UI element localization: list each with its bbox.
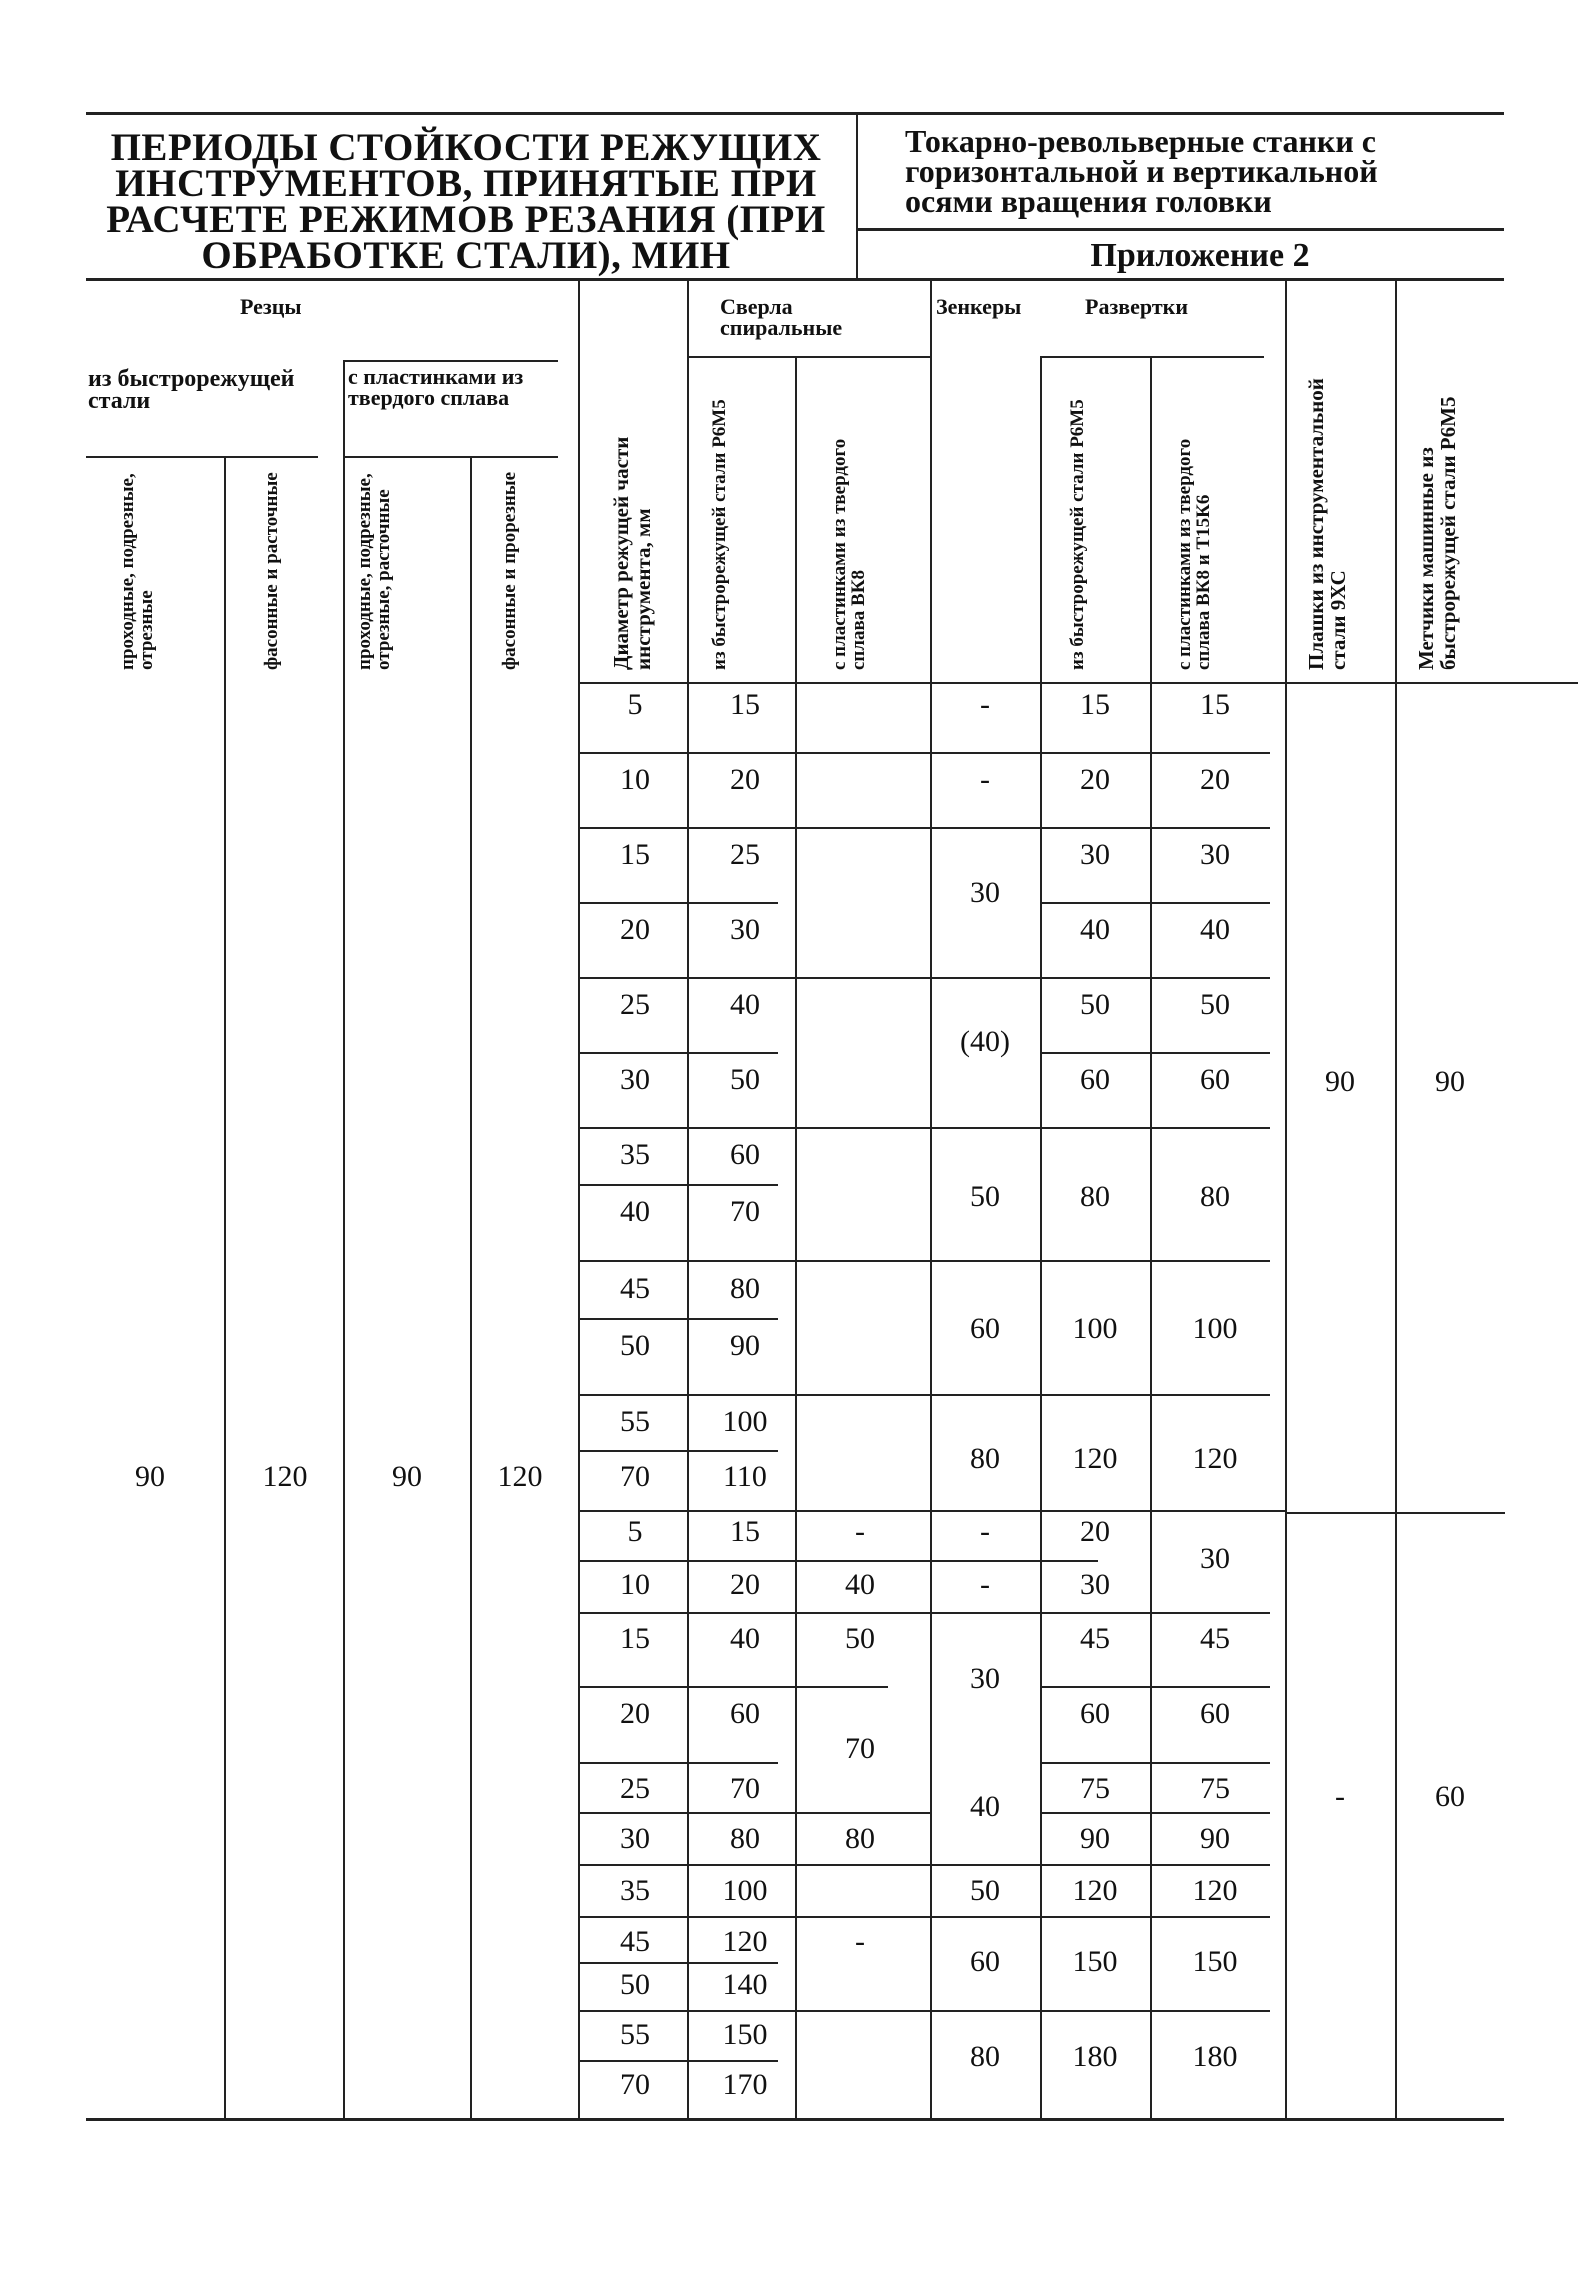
subtitle-line: Токарно-револьверные станки с	[905, 123, 1376, 159]
drill-carb-cell: 50	[845, 1622, 875, 1655]
col-line	[224, 456, 226, 2121]
reamer-carb-cell: 60	[1200, 1063, 1230, 1096]
header-hss-shaped: фасонные и расточные	[261, 472, 282, 670]
reamer-hss-cell: 20	[1080, 1515, 1110, 1548]
reamer-carb-cell: 150	[1192, 1945, 1238, 1978]
reamer-carb-cell: 60	[1200, 1697, 1230, 1730]
reamer-carb-cell: 15	[1200, 688, 1230, 721]
drill-cell: 15	[730, 688, 760, 721]
drill-cell: 70	[730, 1195, 760, 1228]
col-line	[578, 280, 580, 2121]
reamer-hss-cell: 75	[1080, 1772, 1110, 1805]
row-rule	[578, 752, 1270, 754]
countersink-cell: 40	[970, 1790, 1000, 1823]
diameter-cell: 35	[620, 1138, 650, 1171]
diameter-cell: 70	[620, 1460, 650, 1493]
header-drill-hss: из быстрорежущей стали Р6М5	[709, 399, 730, 670]
drill-cell: 110	[723, 1460, 767, 1493]
reamer-carb-cell: 80	[1200, 1180, 1230, 1213]
diameter-cell: 70	[620, 2068, 650, 2101]
drill-carb-cell: -	[855, 1515, 865, 1548]
row-rule	[578, 1762, 778, 1764]
reamer-hss-cell: 20	[1080, 763, 1110, 796]
col-line	[1040, 356, 1042, 2121]
row-rule	[578, 1318, 778, 1320]
col-line	[687, 280, 689, 2121]
row-rule	[578, 1260, 1270, 1262]
header-dies: Плашки из инструментальной стали 9ХС	[1304, 378, 1350, 670]
diameter-cell: 20	[620, 1697, 650, 1730]
header-diameter: Диаметр режущей части инструмента, мм	[609, 436, 655, 670]
reamer-carb-cell: 40	[1200, 913, 1230, 946]
drill-cell: 170	[722, 2068, 768, 2101]
drill-carb-cell: 70	[845, 1732, 875, 1765]
countersink-cell: -	[980, 1568, 990, 1601]
header-sub-rule	[1040, 356, 1264, 358]
diameter-cell: 55	[620, 2018, 650, 2051]
row-rule	[578, 1962, 778, 1964]
countersink-cell: 80	[970, 2040, 1000, 2073]
drill-cell: 30	[730, 913, 760, 946]
drill-cell: 80	[730, 1822, 760, 1855]
diameter-cell: 15	[620, 838, 650, 871]
reamer-hss-cell: 180	[1072, 2040, 1118, 2073]
drill-cell: 20	[730, 763, 760, 796]
countersink-cell: 80	[970, 1442, 1000, 1475]
reamer-carb-cell: 120	[1192, 1442, 1238, 1475]
header-carb-pass: проходные, подрезные, отрезные, расточные	[354, 473, 394, 670]
appendix-label: Приложение 2	[1090, 237, 1310, 274]
drill-cell: 90	[730, 1329, 760, 1362]
reamer-hss-cell: 15	[1080, 688, 1110, 721]
reamer-carb-cell: 45	[1200, 1622, 1230, 1655]
countersink-cell: 50	[970, 1180, 1000, 1213]
drill-carb-cell: -	[855, 1925, 865, 1958]
reamer-hss-cell: 150	[1072, 1945, 1118, 1978]
reamer-carb-cell: 20	[1200, 763, 1230, 796]
drill-cell: 70	[730, 1772, 760, 1805]
row-rule	[1040, 1686, 1270, 1688]
merged-dies-a: 90	[1325, 1065, 1355, 1098]
drill-cell: 80	[730, 1272, 760, 1305]
diameter-cell: 10	[620, 1568, 650, 1601]
header-drill-carb: с пластинками из твердого сплава ВК8	[829, 438, 869, 670]
reamer-hss-cell: 45	[1080, 1622, 1110, 1655]
merged-rez-hss-shaped: 120	[262, 1460, 308, 1493]
row-rule	[578, 1184, 778, 1186]
reamer-hss-cell: 120	[1072, 1442, 1118, 1475]
reamer-carb-cell: 120	[1192, 1874, 1238, 1907]
diameter-cell: 10	[620, 763, 650, 796]
row-rule	[578, 1127, 1270, 1129]
title-line: РАСЧЕТЕ РЕЖИМОВ РЕЗАНИЯ (ПРИ	[106, 198, 826, 241]
reamer-carb-cell: 100	[1192, 1312, 1238, 1345]
row-rule	[578, 1812, 930, 1814]
header-bottom-rule	[86, 278, 1504, 281]
reamer-hss-cell: 120	[1072, 1874, 1118, 1907]
header-divider	[856, 114, 858, 280]
diameter-cell: 40	[620, 1195, 650, 1228]
title-line: ИНСТРУМЕНТОВ, ПРИНЯТЫЕ ПРИ	[115, 162, 817, 205]
row-rule	[578, 1864, 1270, 1866]
reamer-hss-cell: 100	[1072, 1312, 1118, 1345]
header-countersinks: Зенкеры	[936, 294, 1022, 319]
drill-cell: 20	[730, 1568, 760, 1601]
reamer-hss-cell: 90	[1080, 1822, 1110, 1855]
row-rule	[1040, 902, 1270, 904]
reamer-carb-cell: 75	[1200, 1772, 1230, 1805]
countersink-cell: (40)	[960, 1025, 1010, 1058]
reamer-hss-cell: 60	[1080, 1063, 1110, 1096]
countersink-cell: 30	[970, 1662, 1000, 1695]
drill-cell: 150	[722, 2018, 768, 2051]
header-reamer-carb: с пластинками из твердого сплава ВК8 и Т15К6	[1174, 438, 1214, 670]
header-hss-pass: проходные, подрезные, отрезные	[117, 473, 157, 670]
row-rule	[578, 2010, 1270, 2012]
diameter-cell: 30	[620, 1822, 650, 1855]
top-rule	[86, 112, 1504, 115]
diameter-cell: 35	[620, 1874, 650, 1907]
diameter-cell: 50	[620, 1329, 650, 1362]
machine-type	[905, 123, 1505, 219]
drill-cell: 15	[730, 1515, 760, 1548]
row-rule	[578, 1916, 1270, 1918]
drill-cell: 40	[730, 1622, 760, 1655]
header-sub-rule	[687, 356, 930, 358]
merged-rez-hss-pass: 90	[135, 1460, 165, 1493]
drill-cell: 140	[722, 1968, 768, 2001]
row-rule	[1040, 1762, 1270, 1764]
header-rezcy: Резцы	[240, 294, 302, 319]
row-rule	[578, 1052, 778, 1054]
header-taps: Метчики машинные из быстрорежущей стали Р6М5	[1414, 396, 1460, 670]
header-sub-rule	[343, 360, 558, 362]
diameter-cell: 5	[627, 688, 643, 721]
dies-taps-rule	[1285, 1512, 1505, 1514]
header-drills: Сверла спиральные	[720, 294, 843, 340]
merged-dies-b: -	[1335, 1780, 1345, 1813]
reamer-carb-cell: 180	[1192, 2040, 1238, 2073]
drill-cell: 100	[722, 1405, 768, 1438]
reamer-hss-cell: 40	[1080, 913, 1110, 946]
section-rule	[578, 1510, 1285, 1512]
row-rule	[578, 977, 1270, 979]
drill-cell: 25	[730, 838, 760, 871]
header-reamer-hss: из быстрорежущей стали Р6М5	[1067, 399, 1088, 670]
row-rule	[1040, 1052, 1270, 1054]
countersink-cell: -	[980, 763, 990, 796]
header-carb-shaped: фасонные и прорезные	[499, 471, 520, 670]
col-line	[930, 280, 932, 2121]
header-sub-rule	[343, 456, 558, 458]
row-rule	[578, 902, 778, 904]
diameter-cell: 15	[620, 1622, 650, 1655]
diameter-cell: 5	[627, 1515, 643, 1548]
merged-rez-carb-pass: 90	[392, 1460, 422, 1493]
row-rule	[578, 1612, 1270, 1614]
subtitle-line: осями вращения головки	[905, 183, 1272, 219]
countersink-cell: -	[980, 1515, 990, 1548]
diameter-cell: 25	[620, 1772, 650, 1805]
row-rule	[578, 2060, 778, 2062]
reamer-hss-cell: 30	[1080, 1568, 1110, 1601]
reamer-carb-cell: 50	[1200, 988, 1230, 1021]
merged-rez-carb-shaped: 120	[497, 1460, 543, 1493]
countersink-cell: 50	[970, 1874, 1000, 1907]
title-line: ОБРАБОТКЕ СТАЛИ), МИН	[201, 234, 731, 277]
reamer-hss-cell: 30	[1080, 838, 1110, 871]
bottom-rule	[86, 2118, 1504, 2121]
drill-cell: 120	[722, 1925, 768, 1958]
drill-cell: 100	[722, 1874, 768, 1907]
countersink-cell: -	[980, 688, 990, 721]
drill-cell: 60	[730, 1697, 760, 1730]
diameter-cell: 20	[620, 913, 650, 946]
countersink-cell: 60	[970, 1945, 1000, 1978]
drill-cell: 60	[730, 1138, 760, 1171]
drill-carb-cell: 80	[845, 1822, 875, 1855]
diameter-cell: 25	[620, 988, 650, 1021]
row-rule	[1040, 1812, 1270, 1814]
drill-cell: 50	[730, 1063, 760, 1096]
drill-cell: 40	[730, 988, 760, 1021]
diameter-cell: 30	[620, 1063, 650, 1096]
header-hss-group: из быстрорежущей стали	[88, 366, 295, 414]
subtitle-rule	[858, 228, 1504, 231]
header-sub-rule	[86, 456, 318, 458]
title-line: ПЕРИОДЫ СТОЙКОСТИ РЕЖУЩИХ	[110, 126, 822, 169]
col-line	[1285, 280, 1287, 2121]
row-rule	[578, 1560, 1098, 1562]
reamer-carb-cell: 30	[1200, 1542, 1230, 1575]
reamer-hss-cell: 60	[1080, 1697, 1110, 1730]
header-body-rule	[578, 682, 1578, 684]
countersink-cell: 30	[970, 876, 1000, 909]
diameter-cell: 55	[620, 1405, 650, 1438]
col-line	[795, 356, 797, 2121]
countersink-cell: 60	[970, 1312, 1000, 1345]
reamer-carb-cell: 30	[1200, 838, 1230, 871]
col-line	[470, 456, 472, 2121]
reamer-carb-cell: 90	[1200, 1822, 1230, 1855]
drill-carb-cell: 40	[845, 1568, 875, 1601]
col-line	[1150, 356, 1152, 2121]
reamer-hss-cell: 80	[1080, 1180, 1110, 1213]
col-line	[1395, 280, 1397, 2121]
document-title	[86, 126, 846, 277]
reamer-hss-cell: 50	[1080, 988, 1110, 1021]
row-rule	[578, 1450, 778, 1452]
header-reamers: Развертки	[1085, 294, 1189, 319]
subtitle-line: горизонтальной и вертикальной	[905, 153, 1378, 189]
diameter-cell: 45	[620, 1272, 650, 1305]
row-rule	[578, 1686, 888, 1688]
col-line	[343, 360, 345, 2121]
merged-taps-b: 60	[1435, 1780, 1465, 1813]
merged-taps-a: 90	[1435, 1065, 1465, 1098]
diameter-cell: 45	[620, 1925, 650, 1958]
header-carbide-group: с пластинками из твердого сплава	[348, 364, 524, 410]
row-rule	[578, 1394, 1270, 1396]
row-rule	[578, 827, 1270, 829]
diameter-cell: 50	[620, 1968, 650, 2001]
